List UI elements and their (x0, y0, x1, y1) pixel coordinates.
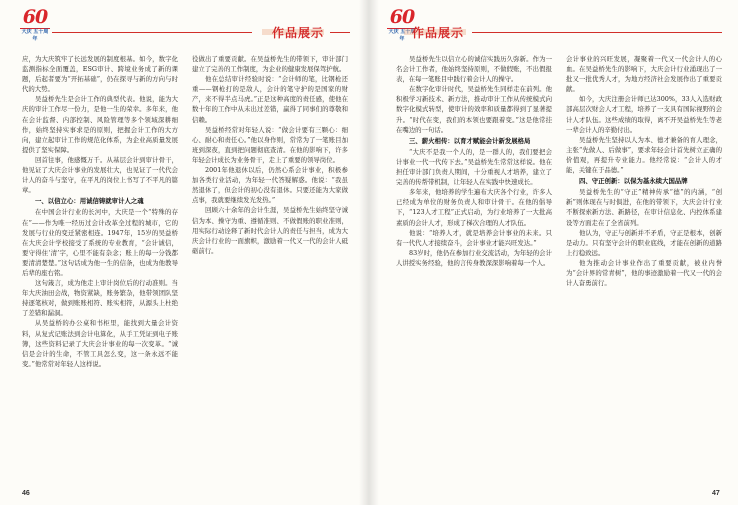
logo-caption: 大庆 五十周年 (21, 29, 49, 42)
paragraph: 吴益桥经常对年轻人说：“做会计要有三颗心：细心、耐心和责任心。”他以身作则，常常为了一笔账目加班到深夜，直到把问题彻底查清。在他的影响下，许多年轻会计成长为业务骨干，走上了重要的领导岗位。 (192, 125, 348, 164)
paragraph: 吴益桥先生是会计工作的典型代表。他说，能为大庆的审计工作尽一份力，是他一生的荣幸。多年来，他在会计监督、内部控制、风险管理等多个领域深耕细作，始终坚持实事求是的原则，把握会计工作的大方向，建立起审计工作的规范化体系，为企业高质量发展提供了坚实保障。 (22, 95, 178, 154)
section-heading: 三、薪火相传：以育才赋能会计新发展格局 (409, 136, 531, 145)
paragraph: 回首往事，他感慨万千。从基层会计到审计骨干，他见证了大庆会计事业的发展壮大，也见证了一代代会计人的奋斗与坚守，在平凡的岗位上书写了不平凡的篇章。 (22, 155, 178, 195)
paragraph: 回顾六十余年的会计生涯，吴益桥先生始终坚守诚信为本、操守为重、遵循准则、不做假账的职业准则，用实际行动诠释了新时代会计人的责任与担当，成为大庆会计行业的一面旗帜，激励着一代又一代的会计人砥砺前行。 (192, 206, 348, 255)
anniversary-logo-left (20, 8, 50, 42)
section-title-left: 作品展示 (272, 26, 325, 40)
paragraph: 83岁时，他仍在参加行业交流活动，为年轻的会计人讲授实务经验，他的言传身教深深影响着每一个人。 (396, 248, 552, 267)
paragraph: 应，为大庆筑牢了长远发展的制度根基。如今，数字化监测指标全面覆盖，ESG审计、跨境业务成了新的课题，后起者要为“开拓基础”，仍在探寻与新的方向与时代的大势。 (22, 55, 178, 94)
paragraph: 在中国会计行业的长河中，大庆是一个“特殊的存在”——作为唯一经历过会计改革全过程的城市，它的发展与行业的变迁紧密相连。1947年，15岁的吴益桥在大庆会计学校接受了系统的专业教育，“会计诚信，要守得住‘清’字，心里不能有杂念；账上的每一分钱都要清清楚楚。”这句话成为他一生的信条，也成为他教导后辈的座右铭。 (22, 208, 178, 277)
paragraph: 吴益桥先生的“守正”精神传承“德”的内涵，“创新”则体现在与时俱进，在他的带领下，大庆会计行业不断探索新方法、新路径，在审计信息化、内控体系建设等方面走在了全省前列。 (566, 188, 722, 227)
text-column (22, 54, 178, 486)
paragraph: 他说：“培养人才，就是培养会计事业的未来。只有一代代人才接续奋斗，会计事业才能兴旺发达。” (396, 228, 552, 247)
paragraph: 这句箴言，成为他走上审计岗位后的行动准则。当年大庆油田会战，物资紧缺，账务繁杂，他带领团队坚持逐笔核对，做到账账相符、账实相符，从源头上杜绝了差错和漏洞。 (22, 279, 178, 318)
header-rule-left (52, 32, 252, 33)
paragraph: 他为推动会计事业作出了重要贡献，被业内誉为“会计界的常青树”，他的事迹激励着一代又一代的会计人奋勇前行。 (566, 258, 722, 288)
paragraph: 多年来，他培养的学生遍布大庆各个行业，许多人已经成为单位的财务负责人和审计骨干。在他的倡导下，“123人才工程”正式启动，为行业培养了一大批高素质的会计人才，形成了梯次合理的人才队伍。 (396, 188, 552, 227)
paragraph: 在数字化审计时代，吴益桥先生同样走在前列。他积极学习新技术、新方法，推动审计工作从传统模式向数字化模式转型，使审计的效率和质量都得到了显著提升。“时代在变，我们的本领也要跟着变。”这是他常挂在嘴边的一句话。 (396, 85, 552, 134)
paragraph: 如今，大庆注册会计师已达300%，33人入选财政部高层次财会人才工程，培养了一支具有国际视野的会计人才队伍。这些成绩的取得，离不开吴益桥先生等老一辈会计人的辛勤付出。 (566, 95, 722, 134)
paragraph: “大庆不是我一个人的，是一群人的，我们要把会计事业一代一代传下去。”吴益桥先生常常这样说。他在担任审计部门负责人期间，十分重视人才培养，建立了完善的传帮带机制，让年轻人在实践中快速成长。 (396, 147, 552, 187)
paragraph: 会计事业的兴旺发展，凝聚着一代又一代会计人的心血。在吴益桥先生的影响下，大庆会计行业涌现出了一批又一批优秀人才，为地方经济社会发展作出了重要贡献。 (566, 55, 722, 94)
page-number-left: 46 (22, 490, 30, 497)
text-column (396, 54, 552, 486)
section-heading: 四、守正创新：以保为基永续大国品牌 (579, 177, 688, 186)
section-heading: 一、以信立心：用诚信铸就审计人之魂 (35, 197, 144, 206)
header-rule-left-tail (330, 32, 350, 33)
paragraph: 从吴益桥的办公桌和书柜里，能找到大量会计资料，从复式记账法到会计电算化，从手工凭证到电子账簿，这些资料记录了大庆会计事业的每一次变革。“诚信是会计的生命，不管工具怎么变，这一条永远不能变。”他常常对年轻人这样说。 (22, 319, 178, 368)
paragraph: 吴益桥先生坚持以人为本、德才兼备的育人理念，主张“先做人、后做事”，要求年轻会计首先树立正确的价值观，再提升专业能力。他经常说：“会计人的才能，关键在于品德。” (566, 135, 722, 175)
page-number-right: 47 (712, 490, 720, 497)
gutter-shadow (369, 0, 379, 505)
header-rule-right (472, 32, 722, 33)
logo-caption: 大庆 五十周年 (388, 29, 416, 42)
text-column (566, 54, 722, 486)
paragraph: 2001年他退休以后，仍然心系会计事业，积极参加各类行业活动，为年轻一代答疑解惑。他说：“我虽然退休了，但会计的初心没有退休。只要还能为大家做点事，我就要继续发光发热。” (192, 166, 348, 205)
paragraph: 他认为，守正与创新并不矛盾，守正是根本，创新是动力。只有坚守会计的职业底线，才能在创新的道路上行稳致远。 (566, 228, 722, 257)
paragraph: 役做出了重要贡献。在吴益桥先生的带领下，审计部门建立了完善的工作制度，为企业的健康发展保驾护航。 (192, 55, 348, 74)
logo-number: 60 (22, 6, 48, 28)
logo-number: 60 (389, 6, 415, 28)
paragraph: 他在总结审计经验时说：“会计师的笔，比钢枪还重——钢枪打的是敌人，会计的笔守护的是国家的财产，来不得半点马虎。”正是这种高度的责任感，使他在数十年的工作中从未出过差错，赢得了同事们的尊敬和信赖。 (192, 75, 348, 124)
paragraph: 吴益桥先生以信立心的诚信实践历久弥新。作为一名会计工作者，他始终坚持原则，不做假账，不出假报表，在每一笔账目中践行着会计人的操守。 (396, 55, 552, 84)
text-column (192, 54, 348, 486)
gutter-shadow (359, 0, 369, 505)
section-title-right: 作品展示 (412, 26, 465, 40)
